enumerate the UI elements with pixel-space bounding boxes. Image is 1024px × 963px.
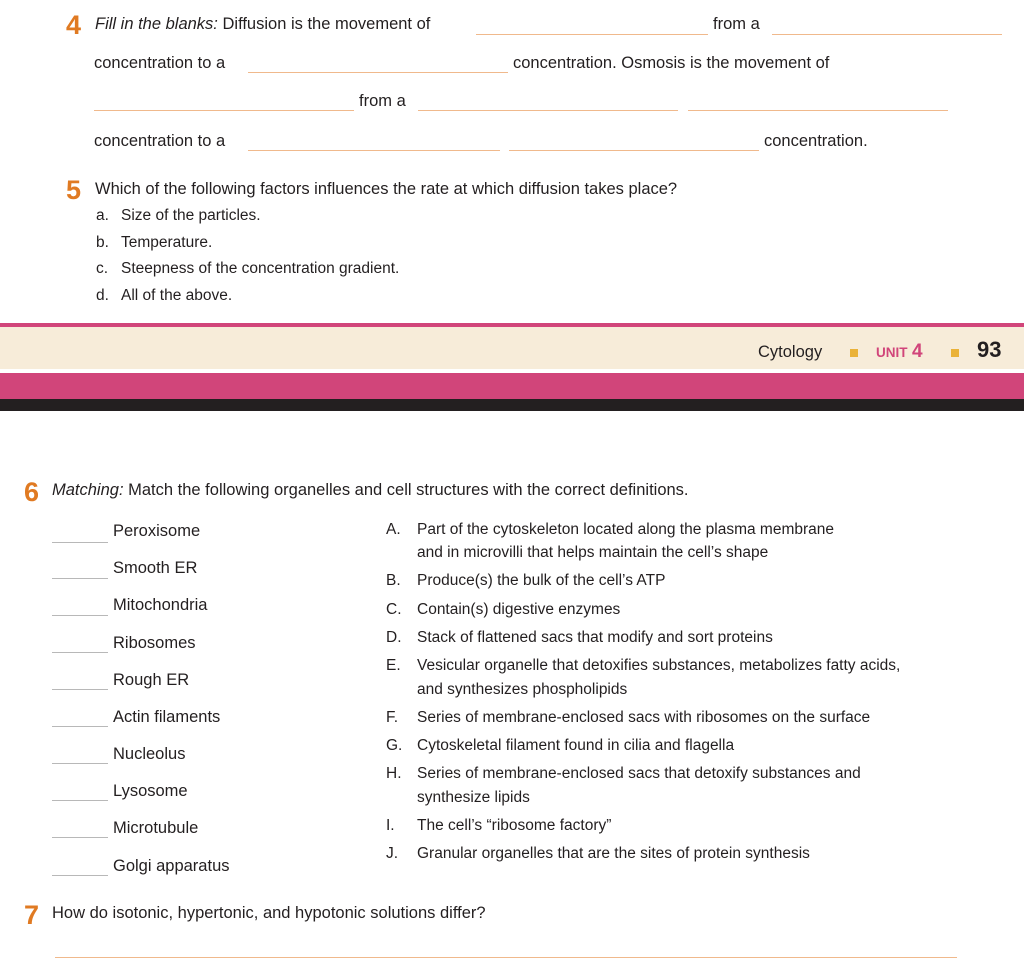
question-number: 5 [66, 175, 82, 205]
term-item: Golgi apparatus [113, 857, 230, 875]
answer-blank[interactable] [476, 34, 708, 35]
unit-number: 4 [911, 341, 923, 362]
definition-text: and synthesizes phospholipids [417, 681, 628, 698]
term-item: Lysosome [113, 782, 188, 800]
definition-text: Vesicular organelle that detoxifies substances, metabolizes fatty acids, [417, 657, 901, 674]
answer-line[interactable] [55, 957, 957, 958]
question-text: from a [359, 92, 406, 110]
option-text[interactable]: Size of the particles. [121, 207, 261, 224]
option-letter: b. [96, 234, 109, 251]
match-blank[interactable] [52, 652, 108, 653]
definition-letter: B. [386, 572, 401, 589]
definition-letter: F. [386, 709, 399, 726]
match-blank[interactable] [52, 578, 108, 579]
term-item: Nucleolus [113, 745, 186, 763]
answer-blank[interactable] [509, 150, 759, 151]
question-4-line-1 [95, 15, 430, 35]
definition-text: Cytoskeletal filament found in cilia and flagella [417, 737, 735, 754]
question-number: 4 [66, 10, 82, 40]
question-number: 6 [24, 477, 40, 507]
chapter-title: Cytology [758, 343, 823, 361]
question-6-heading [52, 481, 689, 501]
match-blank[interactable] [52, 689, 108, 690]
answer-blank[interactable] [94, 110, 354, 111]
definition-text: Series of membrane-enclosed sacs with ribosomes on the surface [417, 709, 871, 726]
match-blank[interactable] [52, 615, 108, 616]
answer-blank[interactable] [248, 150, 500, 151]
definition-letter: D. [386, 629, 402, 646]
definition-text: Produce(s) the bulk of the cell’s ATP [417, 572, 666, 589]
page-number: 93 [977, 337, 1002, 362]
term-item: Microtubule [113, 819, 199, 837]
option-letter: a. [96, 207, 109, 224]
unit-word: UNIT [876, 345, 908, 360]
option-letter: c. [96, 260, 109, 277]
definition-text: Part of the cytoskeleton located along the plasma membrane [417, 521, 835, 538]
question-text: How do isotonic, hypertonic, and hypotonic solutions differ? [52, 904, 486, 922]
definition-text: Contain(s) digestive enzymes [417, 601, 621, 618]
separator-square-icon [951, 349, 959, 357]
footer-dark-bar [0, 399, 1024, 411]
option-text[interactable]: Steepness of the concentration gradient. [121, 260, 400, 277]
unit-label [876, 341, 923, 364]
footer-pink-bar [0, 373, 1024, 399]
term-item: Actin filaments [113, 708, 221, 726]
term-item: Smooth ER [113, 559, 198, 577]
question-lead: Matching: [52, 481, 124, 499]
match-blank[interactable] [52, 800, 108, 801]
separator-square-icon [850, 349, 858, 357]
definition-letter: E. [386, 657, 401, 674]
definition-text: Granular organelles that are the sites of protein synthesis [417, 845, 810, 862]
question-number: 7 [24, 900, 40, 930]
match-blank[interactable] [52, 542, 108, 543]
question-text: concentration. Osmosis is the movement of [513, 54, 830, 72]
question-text: Which of the following factors influences the rate at which diffusion takes place? [95, 180, 678, 198]
definition-text: Stack of flattened sacs that modify and sort proteins [417, 629, 773, 646]
definition-text: Series of membrane-enclosed sacs that detoxify substances and [417, 765, 861, 782]
term-item: Mitochondria [113, 596, 208, 614]
term-item: Rough ER [113, 671, 190, 689]
match-blank[interactable] [52, 837, 108, 838]
question-text: Diffusion is the movement of [222, 15, 431, 33]
match-blank[interactable] [52, 726, 108, 727]
question-text: Match the following organelles and cell structures with the correct definitions. [128, 481, 689, 499]
option-letter: d. [96, 287, 109, 304]
definition-text: and in microvilli that helps maintain the cell’s shape [417, 544, 769, 561]
term-item: Peroxisome [113, 522, 201, 540]
definition-text: The cell’s “ribosome factory” [417, 817, 612, 834]
answer-blank[interactable] [772, 34, 1002, 35]
option-text[interactable]: Temperature. [121, 234, 213, 251]
question-text: from a [713, 15, 760, 33]
term-item: Ribosomes [113, 634, 196, 652]
question-text: concentration to a [94, 132, 226, 150]
definition-letter: A. [386, 521, 401, 538]
definition-letter: J. [386, 845, 399, 862]
match-blank[interactable] [52, 875, 108, 876]
footer-band [0, 327, 1024, 369]
definition-letter: C. [386, 601, 402, 618]
answer-blank[interactable] [418, 110, 678, 111]
definition-letter: G. [386, 737, 403, 754]
definition-letter: H. [386, 765, 402, 782]
definition-text: synthesize lipids [417, 789, 530, 806]
answer-blank[interactable] [248, 72, 508, 73]
answer-blank[interactable] [688, 110, 948, 111]
match-blank[interactable] [52, 763, 108, 764]
question-text: concentration to a [94, 54, 226, 72]
question-lead: Fill in the blanks: [95, 15, 218, 33]
option-text[interactable]: All of the above. [121, 287, 233, 304]
definition-letter: I. [386, 817, 395, 834]
question-text: concentration. [764, 132, 868, 150]
